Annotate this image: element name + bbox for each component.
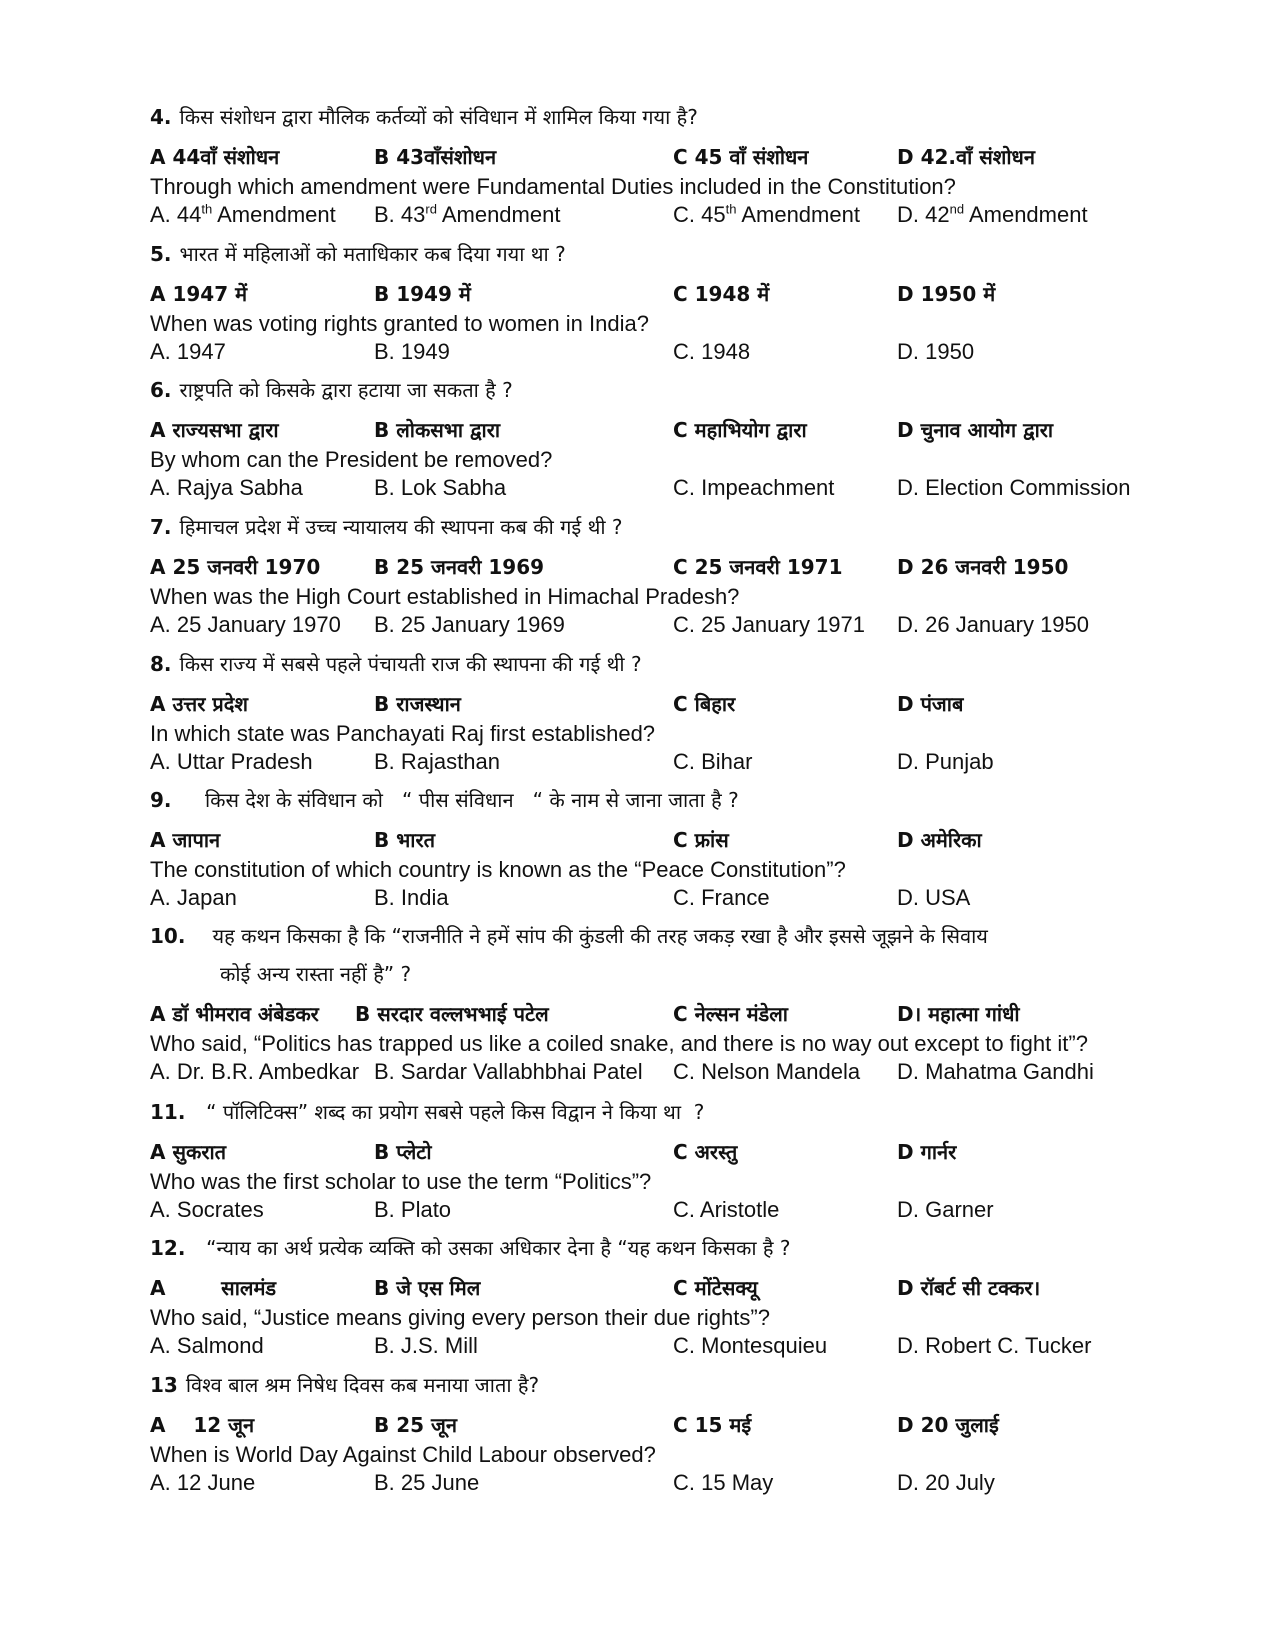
option-a-english: A. Rajya Sabha <box>150 475 303 500</box>
option-b-english: B. India <box>374 885 449 910</box>
option-d-english: D. Garner <box>897 1197 994 1222</box>
option-a-english: A. 25 January 1970 <box>150 612 341 637</box>
option-b-hindi: B राजस्थान <box>374 692 461 716</box>
option-b-hindi: B जे एस मिल <box>374 1276 481 1300</box>
option-d-english: D. Robert C. Tucker <box>897 1333 1092 1358</box>
option-d-english: D. USA <box>897 885 971 910</box>
option-d-hindi: D 20 जुलाई <box>897 1413 999 1437</box>
option-d-hindi: D 42.वाँ संशोधन <box>897 145 1035 169</box>
options-hindi <box>150 1000 1210 1030</box>
option-c-english: C. Montesquieu <box>673 1333 828 1358</box>
option-b-english: B. 25 June <box>374 1470 480 1495</box>
question-english: In which state was Panchayati Raj first established? <box>150 721 656 746</box>
option-b-hindi: B 25 जून <box>374 1413 457 1437</box>
option-a-hindi: A 12 जून <box>150 1413 255 1437</box>
option-b-hindi: B 25 जनवरी 1969 <box>374 555 545 579</box>
option-b-english: B. 1949 <box>374 339 450 364</box>
options-english <box>150 748 1210 778</box>
options-hindi <box>150 416 1210 446</box>
question-english: Through which amendment were Fundamental Duties included in the Constitution? <box>150 174 956 199</box>
option-b-hindi: B प्लेटो <box>374 1140 432 1164</box>
option-c-english: C. France <box>673 885 770 910</box>
option-c-hindi: C मोंटेसक्यू <box>673 1276 758 1300</box>
option-a-english: A. 44th Amendment <box>150 201 336 227</box>
option-d-english: D. Mahatma Gandhi <box>897 1059 1094 1084</box>
options-hindi <box>150 826 1210 856</box>
question-11 <box>150 1098 1210 1226</box>
option-a-english: A. Salmond <box>150 1333 264 1358</box>
option-c-english: C. Aristotle <box>673 1197 780 1222</box>
question-hindi: 5. भारत में महिलाओं को मताधिकार कब दिया गया था ? <box>150 242 566 266</box>
option-b-english: B. Plato <box>374 1197 452 1222</box>
option-d-english: D. 42nd Amendment <box>897 201 1088 227</box>
option-c-hindi: C नेल्सन मंडेला <box>673 1002 788 1026</box>
options-english <box>150 884 1210 914</box>
option-a-hindi: A सुकरात <box>150 1140 227 1164</box>
option-a-english: A. Uttar Pradesh <box>150 749 313 774</box>
option-c-english: C. 25 January 1971 <box>673 612 866 637</box>
option-c-english: C. Bihar <box>673 749 753 774</box>
question-hindi: 10. यह कथन किसका है कि “राजनीति ने हमें सांप की कुंडली की तरह जकड़ रखा है और इससे जूझने के सिवाय <box>150 924 988 948</box>
option-a-english: A. Japan <box>150 885 237 910</box>
option-b-hindi: B लोकसभा द्वारा <box>374 418 501 442</box>
option-c-hindi: C अरस्तु <box>673 1140 738 1164</box>
question-5 <box>150 240 1210 368</box>
options-hindi <box>150 553 1210 583</box>
question-hindi: 9. किस देश के संविधान को “ पीस संविधान “ के नाम से जाना जाता है ? <box>150 788 739 812</box>
question-english: When is World Day Against Child Labour observed? <box>150 1442 656 1467</box>
options-hindi <box>150 143 1210 173</box>
option-d-english: D. Punjab <box>897 749 994 774</box>
question-12 <box>150 1234 1210 1362</box>
options-english <box>150 338 1210 368</box>
options-english <box>150 1332 1210 1362</box>
option-d-hindi: D 26 जनवरी 1950 <box>897 555 1069 579</box>
question-english: When was voting rights granted to women in India? <box>150 311 649 336</box>
option-d-hindi: D अमेरिका <box>897 828 982 852</box>
question-hindi: 4. किस संशोधन द्वारा मौलिक कर्तव्यों को संविधान में शामिल किया गया है? <box>150 105 698 129</box>
question-english: Who was the first scholar to use the term “Politics”? <box>150 1169 652 1194</box>
option-c-hindi: C फ्रांस <box>673 828 729 852</box>
option-a-hindi: A उत्तर प्रदेश <box>150 692 248 716</box>
options-english <box>150 1469 1210 1499</box>
question-6 <box>150 376 1210 504</box>
question-english: The constitution of which country is known as the “Peace Constitution”? <box>150 857 846 882</box>
question-english: By whom can the President be removed? <box>150 447 553 472</box>
options-english <box>150 1058 1210 1088</box>
question-english: Who said, “Politics has trapped us like a coiled snake, and there is no way out except to fight it”? <box>150 1031 1088 1056</box>
option-a-hindi: A डॉ भीमराव अंबेडकर <box>150 1002 319 1026</box>
options-hindi <box>150 1138 1210 1168</box>
option-b-english: B. Lok Sabha <box>374 475 507 500</box>
option-d-hindi: D 1950 में <box>897 282 996 306</box>
option-b-hindi: B भारत <box>374 828 436 852</box>
question-4 <box>150 103 1210 231</box>
option-a-english: A. Socrates <box>150 1197 264 1222</box>
option-b-hindi: B सरदार वल्लभभाई पटेल <box>355 1002 549 1026</box>
option-d-hindi: D पंजाब <box>897 692 964 716</box>
option-a-english: A. 12 June <box>150 1470 256 1495</box>
option-a-hindi: A 44वाँ संशोधन <box>150 145 280 169</box>
option-d-english: D. 20 July <box>897 1470 995 1495</box>
question-hindi-continued: कोई अन्य रास्ता नहीं है” ? <box>220 962 412 986</box>
option-b-english: B. Sardar Vallabhbhai Patel <box>374 1059 643 1084</box>
question-hindi: 7. हिमाचल प्रदेश में उच्च न्यायालय की स्थापना कब की गई थी ? <box>150 515 623 539</box>
option-c-english: C. 1948 <box>673 339 751 364</box>
options-hindi <box>150 280 1210 310</box>
option-b-english: B. J.S. Mill <box>374 1333 478 1358</box>
option-a-hindi: A सालमंड <box>150 1276 277 1300</box>
option-a-hindi: A जापान <box>150 828 221 852</box>
question-9 <box>150 786 1210 914</box>
option-d-hindi: D चुनाव आयोग द्वारा <box>897 418 1054 442</box>
option-a-hindi: A 1947 में <box>150 282 248 306</box>
option-b-english: B. 43rd Amendment <box>374 201 561 227</box>
option-d-english: D. Election Commission <box>897 475 1131 500</box>
question-hindi: 11. “ पॉलिटिक्स” शब्द का प्रयोग सबसे पहले किस विद्वान ने किया था ? <box>150 1100 705 1124</box>
question-hindi: 8. किस राज्य में सबसे पहले पंचायती राज की स्थापना की गई थी ? <box>150 652 642 676</box>
options-hindi <box>150 1411 1210 1441</box>
option-c-english: C. Nelson Mandela <box>673 1059 861 1084</box>
option-c-english: C. Impeachment <box>673 475 835 500</box>
question-hindi: 13 विश्व बाल श्रम निषेध दिवस कब मनाया जाता है? <box>150 1373 540 1397</box>
options-english <box>150 201 1210 231</box>
option-b-hindi: B 43वाँसंशोधन <box>374 145 497 169</box>
option-c-english: C. 45th Amendment <box>673 201 860 227</box>
options-english <box>150 611 1210 641</box>
options-hindi <box>150 690 1210 720</box>
option-d-english: D. 26 January 1950 <box>897 612 1090 637</box>
option-c-hindi: C 25 जनवरी 1971 <box>673 555 843 579</box>
option-a-hindi: A 25 जनवरी 1970 <box>150 555 321 579</box>
option-d-hindi: D गार्नर <box>897 1140 957 1164</box>
option-a-hindi: A राज्यसभा द्वारा <box>150 418 279 442</box>
question-hindi: 12. “न्याय का अर्थ प्रत्येक व्यक्ति को उसका अधिकार देना है “यह कथन किसका है ? <box>150 1236 791 1260</box>
option-c-hindi: C महाभियोग द्वारा <box>673 418 807 442</box>
question-8 <box>150 650 1210 778</box>
question-10 <box>150 922 1210 1088</box>
option-b-english: B. Rajasthan <box>374 749 500 774</box>
option-a-english: A. Dr. B.R. Ambedkar <box>150 1059 360 1084</box>
option-d-hindi: D। महात्मा गांधी <box>897 1002 1020 1026</box>
question-english: When was the High Court established in Himachal Pradesh? <box>150 584 740 609</box>
options-hindi <box>150 1274 1210 1304</box>
option-d-hindi: D रॉबर्ट सी टक्कर। <box>897 1276 1041 1300</box>
question-13 <box>150 1371 1210 1499</box>
option-c-hindi: C 15 मई <box>673 1413 752 1437</box>
option-c-english: C. 15 May <box>673 1470 774 1495</box>
option-c-hindi: C 45 वाँ संशोधन <box>673 145 809 169</box>
question-7 <box>150 513 1210 641</box>
option-b-hindi: B 1949 में <box>374 282 471 306</box>
question-hindi: 6. राष्ट्रपति को किसके द्वारा हटाया जा सकता है ? <box>150 378 513 402</box>
options-english <box>150 1196 1210 1226</box>
options-english <box>150 474 1210 504</box>
option-b-english: B. 25 January 1969 <box>374 612 565 637</box>
option-d-english: D. 1950 <box>897 339 975 364</box>
option-c-hindi: C 1948 में <box>673 282 770 306</box>
question-english: Who said, “Justice means giving every person their due rights”? <box>150 1305 770 1330</box>
option-a-english: A. 1947 <box>150 339 226 364</box>
option-c-hindi: C बिहार <box>673 692 736 716</box>
